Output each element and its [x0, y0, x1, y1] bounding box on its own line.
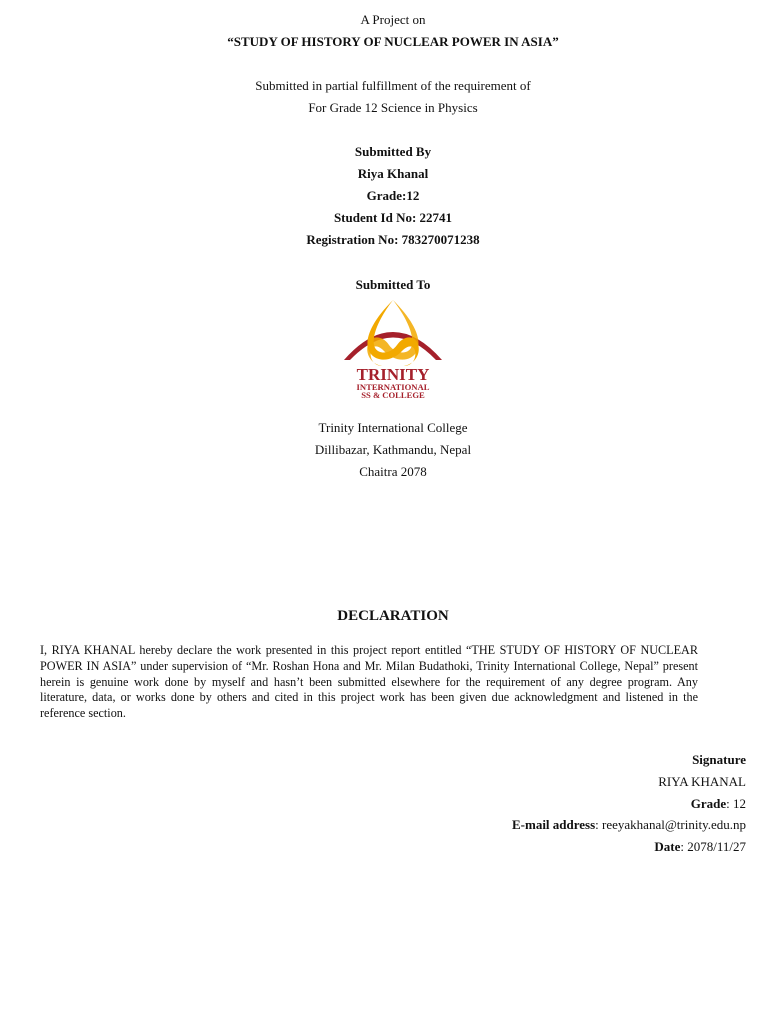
grade-label: Grade	[690, 796, 727, 811]
logo-word-college: SS & COLLEGE	[361, 390, 425, 400]
submission-statement-line-2: For Grade 12 Science in Physics	[308, 100, 478, 115]
submission-statement-line-1: Submitted in partial fulfillment of the requirement of	[255, 78, 531, 93]
signature-label: Signature	[692, 752, 746, 767]
college-address: Dillibazar, Kathmandu, Nepal	[314, 442, 472, 457]
declaration-body: I, RIYA KHANAL hereby declare the work presented in this project report entitled “THE STUDY OF HISTORY OF NUCLEAR POWER IN ASIA” under supervision of “Mr. Roshan Hona and Mr. Milan Budathoki, Trinity International College, Nepal” present herein is genuine work done by myself and hasn’t been submitted elsewhere for the requirement of any degree program. Any literature, data, or works done by others and cited in this project work has been given due acknowledgment and listened in the reference section.	[40, 643, 698, 721]
submitted-by-label: Submitted By	[354, 144, 432, 159]
project-title: “STUDY OF HISTORY OF NUCLEAR POWER IN ASIA”	[227, 34, 559, 49]
student-id: Student Id No: 22741	[333, 210, 453, 225]
signature-email	[512, 817, 746, 833]
signature-name: RIYA KHANAL	[658, 774, 746, 789]
college-logo	[318, 296, 468, 404]
logo-word-international: INTERNATIONAL	[356, 382, 430, 392]
student-name: Riya Khanal	[357, 166, 429, 181]
registration-number: Registration No: 783270071238	[306, 232, 480, 247]
project-heading: A Project on	[360, 12, 426, 27]
submitted-to-label: Submitted To	[355, 277, 431, 292]
grade-value: : 12	[726, 796, 746, 811]
student-grade: Grade:12	[366, 188, 420, 203]
signature-date	[654, 839, 746, 855]
email-value: : reeyakhanal@trinity.edu.np	[595, 817, 746, 832]
logo-word-trinity: TRINITY	[356, 365, 430, 384]
email-label: E-mail address	[511, 817, 596, 832]
declaration-title: DECLARATION	[337, 608, 449, 624]
date-label: Date	[654, 839, 681, 854]
signature-grade	[691, 796, 746, 812]
date-value: : 2078/11/27	[680, 839, 746, 854]
submission-date: Chaitra 2078	[359, 464, 427, 479]
college-name: Trinity International College	[318, 420, 468, 435]
